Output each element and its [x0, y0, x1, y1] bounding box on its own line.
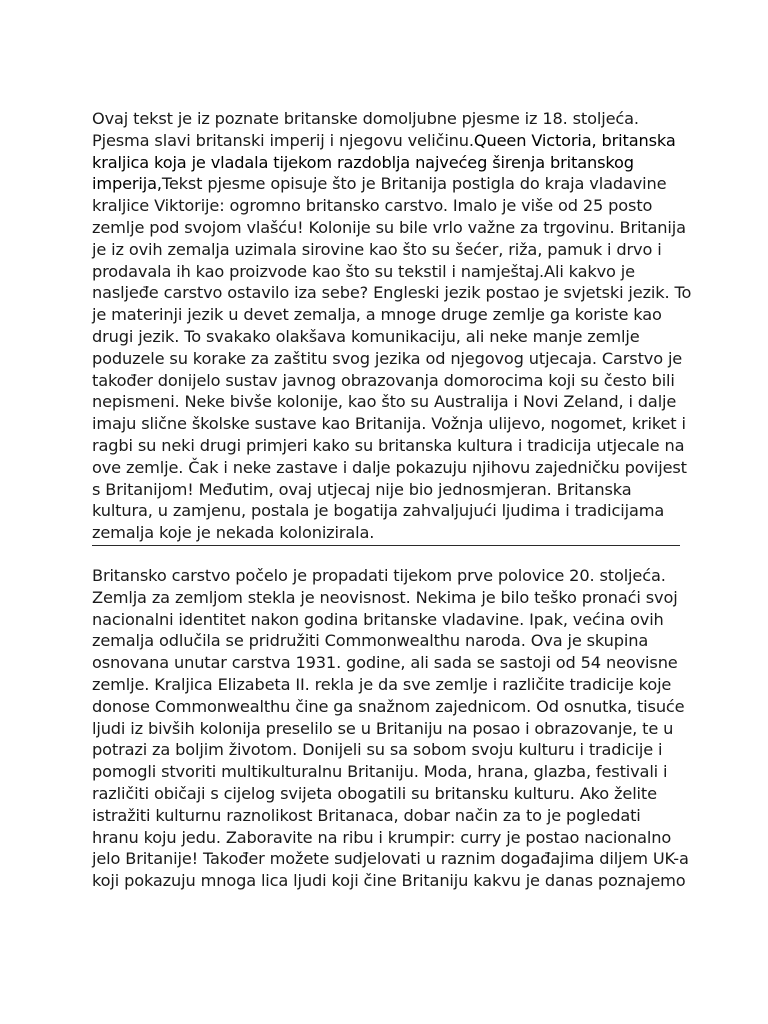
- paragraph-2: Britansko carstvo počelo je propadati tijekom prve polovice 20. stoljeća. Zemlja za zemljom stekla je neovisnost. Nekima je bilo teško pronaći svoj nacionalni identitet nakon godina britanske vladavine. Ipak, većina ovih zemalja odlučila se pridružiti Commonwealthu naroda. Ova je skupina osnovana unutar carstva 1931. godine, ali sada se sastoji od 54 neovisne zemlje. Kraljica Elizabeta II. rekla je da sve zemlje i različite tradicije koje donose Commonwealthu čine ga snažnom zajednicom. Od osnutka, tisuće ljudi iz bivših kolonija preselilo se u Britaniju na posao i obrazovanje, te u potrazi za boljim životom. Donijeli su sa sobom svoju kulturu i tradicije i pomogli stvoriti multikulturalnu Britaniju. Moda, hrana, glazba, festivali i različiti običaji s cijelog svijeta obogatili su britansku kulturu. Ako želite istražiti kulturnu raznolikost Britanaca, dobar način za to je pogledati hranu koju jedu. Zaboravite na ribu i krumpir: curry je postao nacionalno jelo Britanije! Također možete sudjelovati u raznim događajima diljem UK-a koji pokazuju mnoga lica ljudi koji čine Britaniju kakvu je danas poznajemo: [92, 565, 689, 891]
- paragraph-1-highlight: Queen Victoria, britanska kraljica koja je vladala tijekom razdoblja najvećeg širenja britanskog imperija,: [92, 130, 676, 194]
- paragraph-1-lead: Ovaj tekst je iz poznate britanske domoljubne pjesme iz 18. stoljeća. Pjesma slavi britanski imperij i njegovu veličinu.: [92, 109, 639, 150]
- paragraph-1: [92, 108, 692, 544]
- document-page: [92, 108, 692, 892]
- section-divider: [92, 545, 680, 546]
- paragraph-1-rest: Tekst pjesme opisuje što je Britanija postigla do kraja vladavine kraljice Viktorije: ogromno britansko carstvo. Imalo je više od 25 posto zemlje pod svojom vlašću! Kolonije su bile vrlo važne za trgovinu. Britanija je iz ovih zemalja uzimala sirovine kao što su šećer, riža, pamuk i drvo i prodavala ih kao proizvode kao što su tekstil i namještaj.Ali kakvo je nasljeđe carstvo ostavilo iza sebe? Engleski jezik postao je svjetski jezik. To je materinji jezik u devet zemalja, a mnoge druge zemlje ga koriste kao drugi jezik. To svakako olakšava komunikaciju, ali neke manje zemlje poduzele su korake za zaštitu svog jezika od njegovog utjecaja. Carstvo je također donijelo sustav javnog obrazovanja domorocima koji su često bili nepismeni. Neke bivše kolonije, kao što su Australija i Novi Zeland, i dalje imaju slične školske sustave kao Britanija. Vožnja ulijevo, nogomet, kriket i ragbi su neki drugi primjeri kako su britanska kultura i tradicija utjecale na ove zemlje. Čak i neke zastave i dalje pokazuju njihovu zajedničku povijest s Britanijom! Međutim, ovaj utjecaj nije bio jednosmjeran. Britanska kultura, u zamjenu, postala je bogatija zahvaljujući ljudima i tradicijama zemalja koje je nekada kolonizirala.: [92, 174, 692, 543]
